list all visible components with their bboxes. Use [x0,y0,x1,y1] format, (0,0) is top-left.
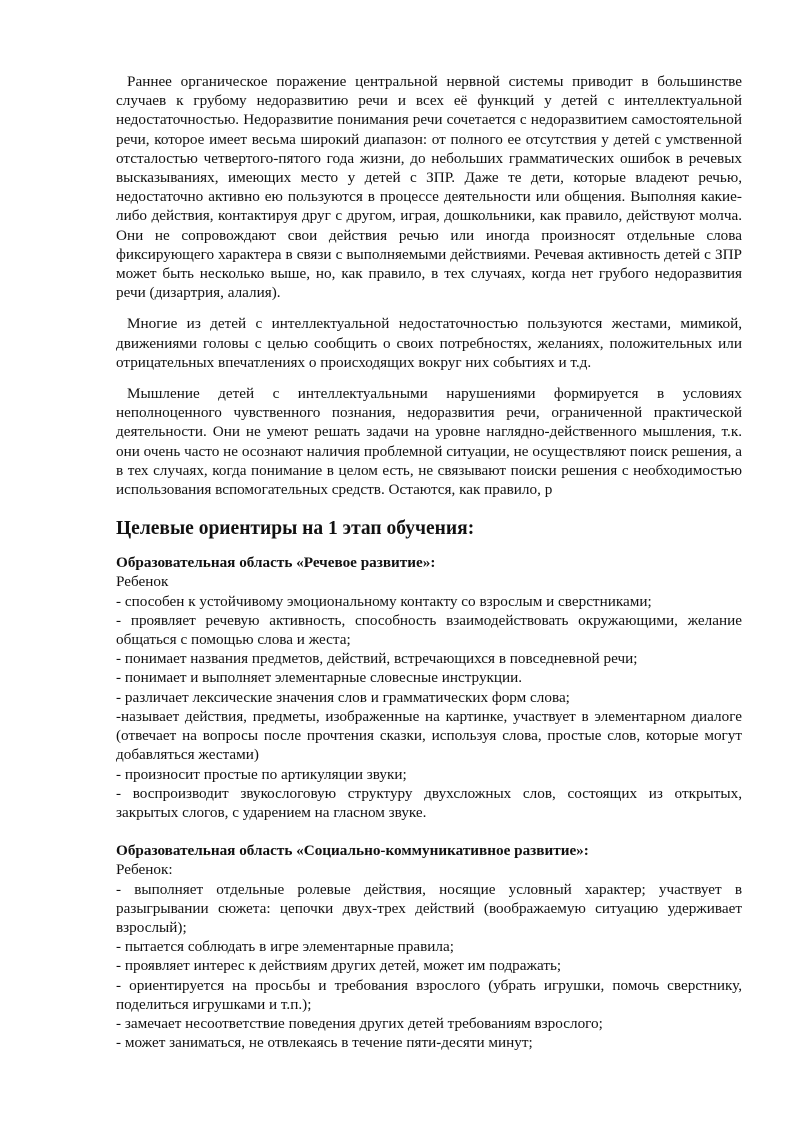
list-item: - ориентируется на просьбы и требования взрослого (убрать игрушки, помочь сверстнику, поделиться игрушками и т.п.); [116,976,742,1013]
list-item: - воспроизводит звукослоговую структуру двухсложных слов, состоящих из открытых, закрытых слогов, с ударением на гласном звуке. [116,784,742,821]
child-label: Ребенок [116,573,169,591]
section-heading: Целевые ориентиры на 1 этап обучения: [116,518,475,540]
list-item: - понимает названия предметов, действий, встречающихся в повседневной речи; [116,650,638,668]
paragraph-thinking: Мышление детей с интеллектуальными нарушениями формируется в условиях неполноценного чувственного познания, недоразвития речи, ограниченной практической деятельности. Они не умеют решать задачи на уровне наглядно-действенного мышления, т.к. они очень часто не осознают наличия проблемной ситуации, не осуществляют поиск решения, а в тех случаях, когда понимание в целом есть, не связывают поиски решения с необходимостью использования вспомогательных средств. Остаются, как правило, р [116,385,742,499]
spacer [116,372,742,384]
list-item: - понимает и выполняет элементарные словесные инструкции. [116,669,523,687]
list-item: - может заниматься, не отвлекаясь в течение пяти-десяти минут; [116,1034,533,1052]
list-item: - способен к устойчивому эмоциональному контакту со взрослым и сверстниками; [116,592,652,610]
list-item: -называет действия, предметы, изображенные на картинке, участвует в элементарном диалоге (отвечает на вопросы после прочтения сказки, используя слова, простые слов, которые могут добавляться жестами) [116,707,742,764]
paragraph-speech-development: Раннее органическое поражение центральной нервной системы приводит в большинстве случаев к грубому недоразвитию речи и всех её функций у детей с интеллектуальной недостаточностью. Недоразвитие понимания речи сочетается с недоразвитием самостоятельной речи, которое имеет весьма широкий диапазон: от полного ее отсутствия у детей с умственной отсталостью четвертого-пятого года жизни, до небольших грамматических ошибок в речевых высказываниях, имеющих место у детей с ЗПР. Даже те дети, которые владеют речью, недостаточно активно ею пользуются в процессе деятельности или общения. Выполняя какие-либо действия, контактируя друг с другом, играя, дошкольники, как правило, действуют молча. Они не сопровождают свои действия речью или иногда произносят отдельные слова фиксирующего характера в связи с выполняемыми действиями. Речевая активность детей с ЗПР может быть несколько выше, но, как правило, в тех случаях, когда нет грубого недоразвития речи (дизартрия, алалия). [116,73,742,302]
list-item: - выполняет отдельные ролевые действия, носящие условный характер; участвует в разыгрывании сюжета: цепочки двух-трех действий (воображаемую ситуацию удерживает взрослый); [116,880,742,936]
list-item: - замечает несоответствие поведения других детей требованиям взрослого; [116,1014,603,1032]
list-item: - проявляет речевую активность, способность взаимодействовать окружающими, желание общаться с помощью слова и жеста; [116,611,742,649]
paragraph-gestures: Многие из детей с интеллектуальной недостаточностью пользуются жестами, мимикой, движениями головы с целью сообщить о своих потребностях, желаниях, положительных или отрицательных впечатлениях о происходящих вокруг них событиях и т.д. [116,315,742,371]
spacer [116,822,742,841]
section-title: Образовательная область «Социально-коммуникативное развитие»: [116,842,589,860]
section-social [116,841,742,1052]
list-item: - различает лексические значения слов и грамматических форм слова; [116,688,570,706]
section-speech [116,553,742,822]
list-item: - проявляет интерес к действиям других детей, может им подражать; [116,957,562,975]
list-item: - пытается соблюдать в игре элементарные правила; [116,938,454,956]
list-item: - произносит простые по артикуляции звуки; [116,765,407,783]
spacer [116,302,742,314]
section-title: Образовательная область «Речевое развитие»: [116,554,436,572]
document-page [116,72,742,1052]
child-label: Ребенок: [116,861,173,879]
